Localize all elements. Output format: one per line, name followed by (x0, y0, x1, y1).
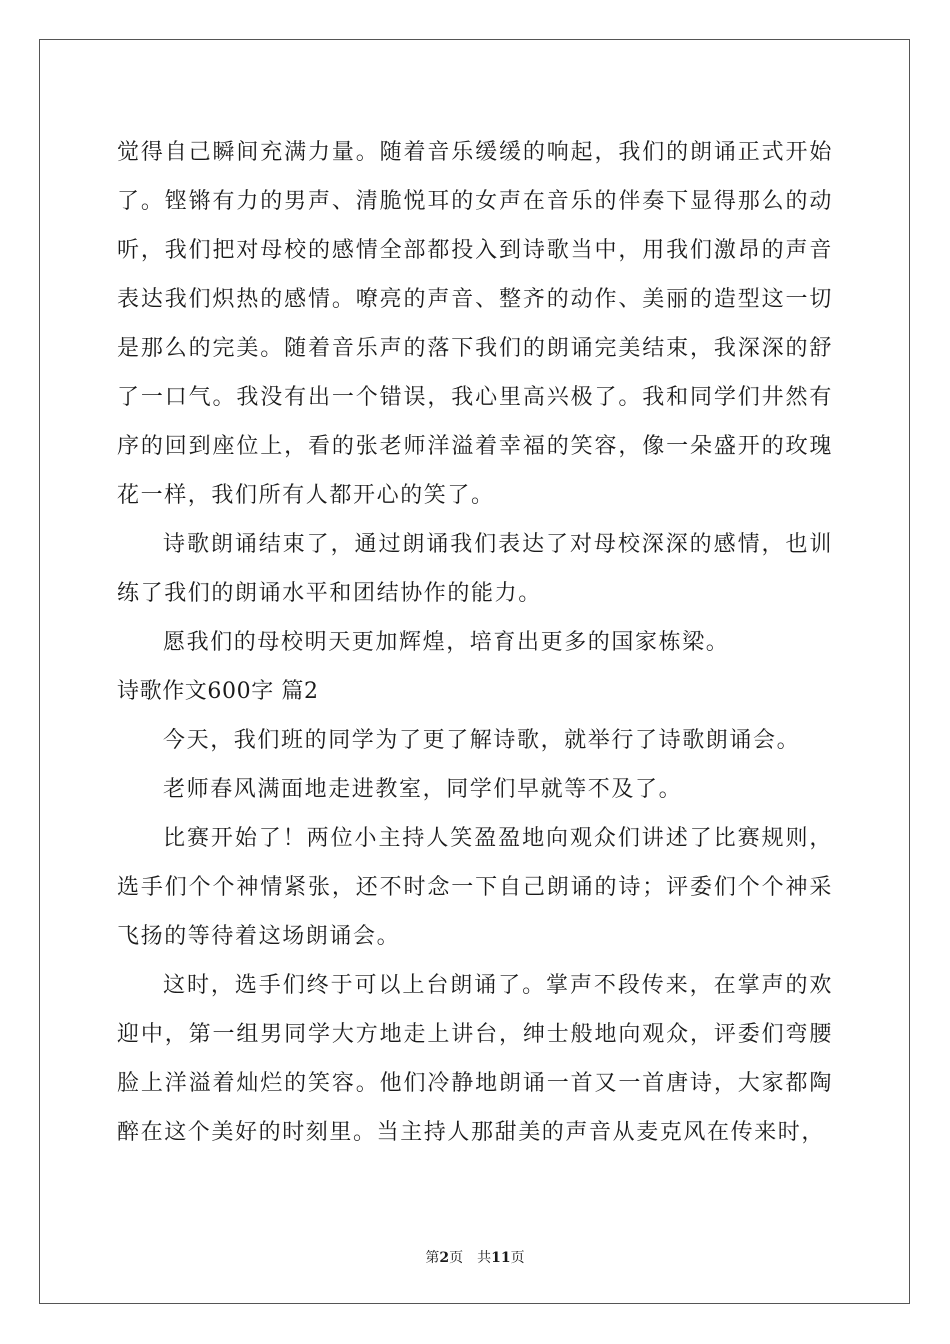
paragraph-performance: 这时，选手们终于可以上台朗诵了。掌声不段传来，在掌声的欢迎中，第一组男同学大方地走上讲台，绅士般地向观众，评委们弯腰脸上洋溢着灿烂的笑容。他们冷静地朗诵一首又一首唐诗，大家都陶醉在这个美好的时刻里。当主持人那甜美的声音从麦克风在传来时， (117, 973, 833, 1145)
page-footer (0, 1247, 950, 1267)
paragraph-wish: 愿我们的母校明天更加辉煌，培育出更多的国家栋梁。 (163, 630, 730, 655)
document-body (117, 128, 833, 1157)
paragraph-conclusion: 诗歌朗诵结束了，通过朗诵我们表达了对母校深深的感情，也训练了我们的朗诵水平和团结协作的能力。 (117, 532, 833, 606)
paragraph-teacher: 老师春风满面地走进教室，同学们早就等不及了。 (163, 777, 683, 802)
page-total: 11 (491, 1250, 511, 1266)
paragraph-contest-start: 比赛开始了！两位小主持人笑盈盈地向观众们讲述了比赛规则，选手们个个神情紧张，还不时念一下自己朗诵的诗；评委们个个神采飞扬的等待着这场朗诵会。 (117, 826, 833, 949)
total-unit: 页 (510, 1250, 525, 1266)
page-number: 2 (439, 1250, 450, 1266)
paragraph-continued: 觉得自己瞬间充满力量。随着音乐缓缓的响起，我们的朗诵正式开始了。铿锵有力的男声、清脆悦耳的女声在音乐的伴奏下显得那么的动听，我们把对母校的感情全部都投入到诗歌当中，用我们激昂的声音表达我们炽热的感情。嘹亮的声音、整齐的动作、美丽的造型这一切是那么的完美。随着音乐声的落下我们的朗诵完美结束，我深深的舒了一口气。我没有出一个错误，我心里高兴极了。我和同学们井然有序的回到座位上，看的张老师洋溢着幸福的笑容，像一朵盛开的玫瑰花一样，我们所有人都开心的笑了。 (117, 140, 833, 508)
section-heading: 诗歌作文600字 篇2 (117, 679, 319, 704)
paragraph-intro: 今天，我们班的同学为了更了解诗歌，就举行了诗歌朗诵会。 (163, 728, 801, 753)
page-prefix: 第 (425, 1250, 440, 1266)
page-unit: 页 (449, 1250, 464, 1266)
total-prefix: 共 (477, 1250, 492, 1266)
